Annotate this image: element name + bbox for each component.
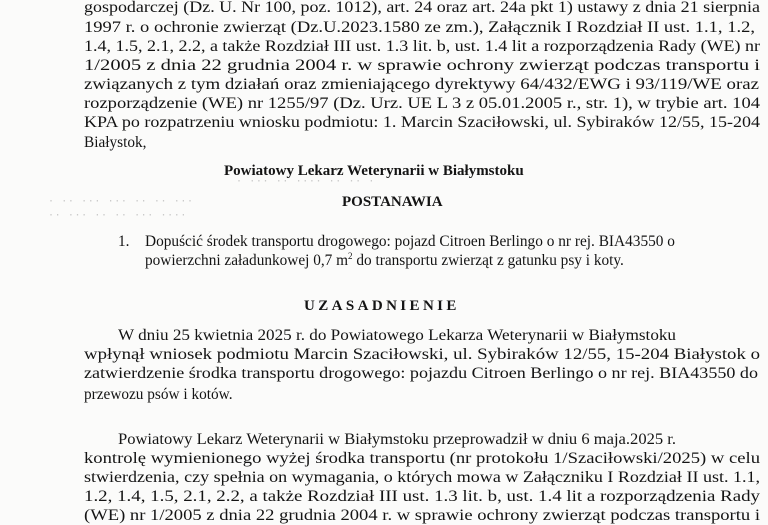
superscript: 2 — [348, 251, 353, 261]
text-line: zatwierdzenie środka transportu drogowego: pojazdu Citroen Berlingo o nr rej. BIA43550 do — [84, 365, 758, 382]
text-line: kontrolę wymienionego wyżej środka transportu (nr protokołu 1/Szaciłowski/2025) w celu — [84, 450, 761, 467]
text-line: (WE) nr 1/2005 z dnia 22 grudnia 2004 r. w sprawie ochrony zwierząt podczas transportu i — [84, 507, 760, 524]
decision-heading: POSTANAWIA — [342, 194, 443, 210]
bleed-through-mark: · ··· ·· ···· ·· ·· · — [236, 176, 376, 187]
text-line: KPA po rozpatrzeniu wniosku podmiotu: 1. Marcin Szaciłowski, ul. Sybiraków 12/55, 15-204 — [84, 114, 761, 131]
text-line: przewozu psów i kotów. — [84, 386, 233, 403]
justification-heading: UZASADNIENIE — [304, 298, 460, 314]
decision-item-number: 1. — [118, 233, 130, 250]
text-line: Białystok, — [84, 134, 147, 151]
text-line: 1997 r. o ochronie zwierząt (Dz.U.2023.1580 ze zm.), Załącznik I Rozdział II ust. 1.1, 1.2, — [84, 19, 755, 36]
text-line: Powiatowy Lekarz Weterynarii w Białymstoku przeprowadził w dniu 6 maja.2025 r. — [118, 431, 677, 448]
text-line: 1/2005 z dnia 22 grudnia 2004 r. w sprawie ochrony zwierząt podczas transportu i — [84, 57, 760, 74]
text-line: wpłynął wniosek podmiotu Marcin Szaciłowski, ul. Sybiraków 12/55, 15-204 Białystok o — [84, 346, 761, 363]
text-line: związanych z tym działań oraz zmieniającego dyrektywy 64/432/EWG i 93/119/WE oraz — [84, 76, 760, 93]
bleed-through-mark: ·· ··· ·· ·· ··· ···· — [48, 210, 188, 221]
authority-name: Powiatowy Lekarz Weterynarii w Białymstoku — [224, 163, 524, 179]
text-line: gospodarczej (Dz. U. Nr 100, poz. 1012), art. 24 oraz art. 24a pkt 1) ustawy z dnia 21 sierpnia — [84, 0, 760, 16]
decision-item-line: powierzchni załadunkowej 0,7 $m^2$ do transportu zwierząt z gatunku psy i koty. — [145, 251, 624, 269]
text-line: 1.2, 1.4, 1.5, 2.1, 2.2, a także Rozdział III ust. 1.3 lit. b, ust. 1.4 lit a rozporządzenia Rady — [84, 488, 761, 505]
text-line: 1.4, 1.5, 2.1, 2.2, a także Rozdział III ust. 1.3 lit. b, ust. 1.4 lit a rozporządzenia Rady (WE) nr — [84, 38, 761, 55]
bleed-through-mark: · ·· ··· ··· ·· ·· ··· — [48, 196, 194, 207]
text-line: stwierdzenia, czy spełnia on wymagania, o których mowa w Załączniku I Rozdział II ust. 1.1, — [84, 469, 761, 486]
text-line: rozporządzenie (WE) nr 1255/97 (Dz. Urz. UE L 3 z 05.01.2005 r., str. 1), w trybie art. 104 — [84, 95, 760, 112]
decision-item-line: Dopuścić środek transportu drogowego: pojazd Citroen Berlingo o nr rej. BIA43550 o — [145, 233, 675, 250]
text-line: W dniu 25 kwietnia 2025 r. do Powiatowego Lekarza Weterynarii w Białymstoku — [118, 327, 676, 344]
